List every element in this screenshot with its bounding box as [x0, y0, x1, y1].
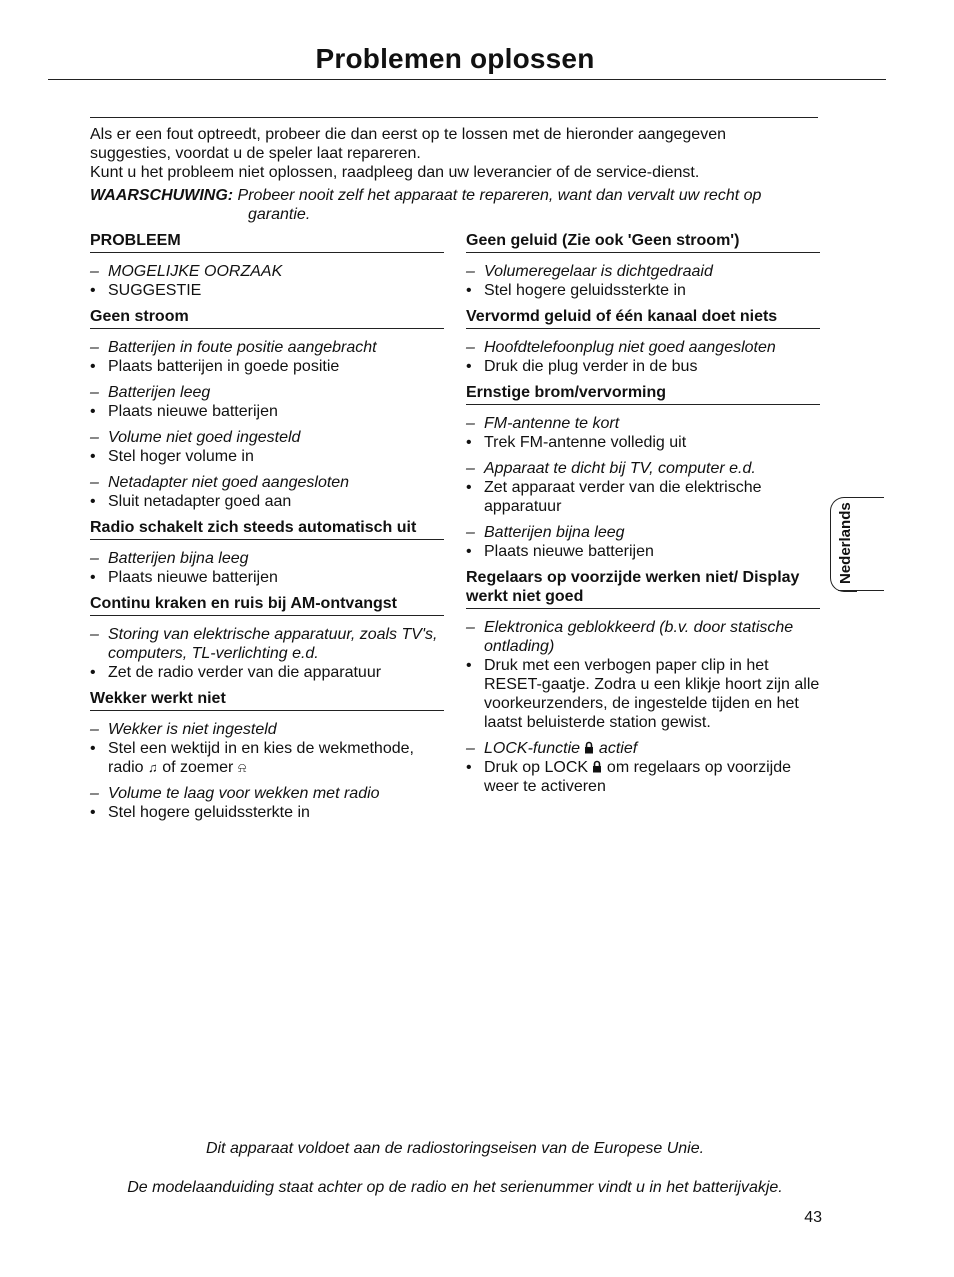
intro-line: Kunt u het probleem niet oplossen, raadpleeg dan uw leverancier of de service-dienst.: [90, 164, 700, 181]
cause-item: [90, 383, 444, 402]
right-column: [466, 231, 820, 803]
problem-pair: [466, 618, 820, 732]
section-heading: Ernstige brom/vervorming: [466, 383, 820, 405]
cause-text: Volumeregelaar is dichtgedraaid: [484, 263, 713, 280]
fix-item: [466, 542, 820, 561]
fix-text: Stel een wektijd in en kies de wekmethode, radio: [108, 740, 414, 776]
fix-item: [90, 739, 444, 777]
cause-item: [466, 618, 820, 656]
fix-item: [90, 568, 444, 587]
cause-text: Volume te laag voor wekken met radio: [108, 785, 380, 802]
cause-text: Batterijen in foute positie aangebracht: [108, 339, 377, 356]
footer-note: Dit apparaat voldoet aan de radiostoringseisen van de Europese Unie.: [205, 1140, 705, 1157]
problem-pair: [466, 338, 820, 376]
cause-text: Batterijen leeg: [108, 384, 211, 401]
tab-line: [856, 497, 884, 498]
dash-marker: –: [466, 619, 475, 636]
cause-text: LOCK-functie: [484, 740, 585, 757]
fix-item: [90, 402, 444, 421]
warning-text: garantie.: [248, 206, 311, 223]
section-brom-vervorming: [466, 383, 820, 561]
dash-marker: –: [90, 550, 99, 567]
fix-item: [466, 656, 820, 732]
bullet-marker: •: [90, 493, 96, 510]
cause-item: [90, 625, 444, 663]
left-column: [90, 231, 444, 829]
section-geen-geluid: [466, 231, 820, 300]
dash-marker: –: [90, 626, 99, 643]
fix-text: Druk die plug verder in de bus: [484, 358, 698, 375]
section-heading: Radio schakelt zich steeds automatisch uit: [90, 518, 444, 540]
cause-item: [466, 523, 820, 542]
problem-pair: [90, 720, 444, 777]
cause-item: [466, 338, 820, 357]
cause-text: Volume niet goed ingesteld: [108, 429, 301, 446]
fix-item: [466, 281, 820, 300]
section-am-ruis: [90, 594, 444, 682]
dash-marker: –: [90, 785, 99, 802]
cause-text: Storing van elektrische apparatuur, zoals TV's, computers, TL-verlichting e.d.: [108, 626, 438, 662]
cause-text: Elektronica geblokkeerd (b.v. door statische ontlading): [484, 619, 794, 655]
section-radio-schakelt-uit: [90, 518, 444, 587]
section-geen-stroom: [90, 307, 444, 511]
dash-marker: –: [466, 740, 475, 757]
fix-item: [466, 478, 820, 516]
cause-item: [90, 473, 444, 492]
bullet-marker: •: [90, 448, 96, 465]
dash-marker: –: [90, 339, 99, 356]
legend-section: [90, 231, 444, 300]
legend-pair: [90, 262, 444, 300]
fix-item: [90, 663, 444, 682]
fix-item: [466, 758, 820, 796]
dash-marker: –: [466, 524, 475, 541]
fix-item: [90, 492, 444, 511]
page-title: Problemen oplossen: [315, 43, 595, 74]
fix-item: [466, 433, 820, 452]
cause-item: [90, 549, 444, 568]
problem-pair: [466, 739, 820, 796]
language-tab-label: Nederlands: [837, 502, 854, 585]
problem-pair: [466, 459, 820, 516]
problem-pair: [90, 784, 444, 822]
cause-text: Wekker is niet ingesteld: [108, 721, 277, 738]
legend-cause-text: MOGELIJKE OORZAAK: [108, 263, 283, 280]
buzzer-alarm-icon: ⍾: [237, 760, 247, 775]
section-heading: Geen geluid (Zie ook 'Geen stroom'): [466, 231, 820, 253]
problem-pair: [90, 473, 444, 511]
legend-fix-text: SUGGESTIE: [108, 282, 202, 299]
bullet-marker: •: [90, 664, 96, 681]
fix-text: Stel hoger volume in: [108, 448, 254, 465]
bullet-marker: •: [466, 358, 472, 375]
fix-text: om regelaars op voorzijde weer te activeren: [484, 759, 792, 795]
problem-pair: [466, 523, 820, 561]
fix-text: Stel hogere geluidssterkte in: [108, 804, 310, 821]
problem-pair: [90, 428, 444, 466]
bullet-marker: •: [90, 358, 96, 375]
section-vervormd-geluid: [466, 307, 820, 376]
cause-item: [90, 720, 444, 739]
dash-marker: –: [466, 339, 475, 356]
dash-marker: –: [90, 474, 99, 491]
section-heading: Wekker werkt niet: [90, 689, 444, 711]
dash-marker: –: [90, 429, 99, 446]
fix-text: Plaats nieuwe batterijen: [108, 403, 278, 420]
fix-text: Druk met een verbogen paper clip in het RESET-gaatje. Zodra u een klikje hoort zijn alle voorkeurzenders, de ingestelde tijden en het laatst beluisterde station gewist.: [484, 657, 820, 731]
radio-alarm-icon: ♫: [148, 760, 158, 775]
fix-text: Stel hogere geluidssterkte in: [484, 282, 686, 299]
section-heading: Continu kraken en ruis bij AM-ontvangst: [90, 594, 444, 616]
bullet-marker: •: [90, 804, 96, 821]
tab-line: [838, 590, 884, 591]
cause-item: [466, 414, 820, 433]
fix-text: Plaats batterijen in goede positie: [108, 358, 340, 375]
fix-item: [90, 357, 444, 376]
fix-text: Trek FM-antenne volledig uit: [484, 434, 687, 451]
cause-text: Hoofdtelefoonplug niet goed aangesloten: [484, 339, 776, 356]
bullet-marker: •: [466, 543, 472, 560]
problem-pair: [90, 338, 444, 376]
fix-text: Plaats nieuwe batterijen: [108, 569, 278, 586]
lock-icon: [584, 741, 594, 754]
cause-text: FM-antenne te kort: [484, 415, 620, 432]
problem-pair: [466, 414, 820, 452]
dash-marker: –: [90, 721, 99, 738]
problem-pair: [90, 383, 444, 421]
section-heading: Regelaars op voorzijde werken niet/ Display werkt niet goed: [466, 568, 820, 609]
legend-fix: [90, 281, 444, 300]
dash-marker: –: [90, 384, 99, 401]
dash-marker: –: [466, 263, 475, 280]
warning-text: Probeer nooit zelf het apparaat te repareren, want dan vervalt uw recht op: [237, 187, 762, 204]
warning-label: WAARSCHUWING:: [90, 187, 234, 204]
problem-pair: [90, 549, 444, 587]
fix-text: Zet de radio verder van die apparatuur: [108, 664, 382, 681]
section-wekker: [90, 689, 444, 822]
bullet-marker: •: [466, 479, 472, 496]
fix-item: [90, 447, 444, 466]
dash-marker: –: [90, 263, 99, 280]
bullet-marker: •: [466, 434, 472, 451]
bullet-marker: •: [90, 282, 96, 299]
cause-text: Batterijen bijna leeg: [108, 550, 249, 567]
fix-text: Druk op LOCK: [484, 759, 593, 776]
bullet-marker: •: [90, 740, 96, 757]
cause-text: Apparaat te dicht bij TV, computer e.d.: [484, 460, 756, 477]
dash-marker: –: [466, 415, 475, 432]
dash-marker: –: [466, 460, 475, 477]
warning: [90, 186, 820, 224]
fix-item: [90, 803, 444, 822]
page-number: 43: [804, 1209, 822, 1226]
section-heading: Vervormd geluid of één kanaal doet niets: [466, 307, 820, 329]
cause-item: [466, 459, 820, 478]
bullet-marker: •: [466, 282, 472, 299]
language-tab: [830, 497, 884, 592]
bullet-marker: •: [90, 403, 96, 420]
cause-text: actief: [594, 740, 638, 757]
cause-item: [90, 428, 444, 447]
fix-text: Zet apparaat verder van die elektrische apparatuur: [484, 479, 762, 515]
bullet-marker: •: [466, 759, 472, 776]
section-heading: Geen stroom: [90, 307, 444, 329]
fix-text: Plaats nieuwe batterijen: [484, 543, 654, 560]
cause-item: [466, 739, 820, 758]
cause-item: [90, 784, 444, 803]
cause-item: [466, 262, 820, 281]
bullet-marker: •: [90, 569, 96, 586]
bullet-marker: •: [466, 657, 472, 674]
intro-rule: [90, 117, 818, 118]
fix-item: [466, 357, 820, 376]
fix-text: Sluit netadapter goed aan: [108, 493, 292, 510]
cause-text: Netadapter niet goed aangesloten: [108, 474, 350, 491]
intro-line: suggesties, voordat u de speler laat repareren.: [90, 145, 421, 162]
fix-text: of zoemer: [157, 759, 238, 776]
lock-icon: [592, 760, 602, 773]
legend-heading: PROBLEEM: [90, 231, 444, 253]
footer-note: De modelaanduiding staat achter op de radio en het serienummer vindt u in het batterijvakje.: [127, 1179, 783, 1196]
intro-text: [90, 125, 820, 182]
intro-line: Als er een fout optreedt, probeer die dan eerst op te lossen met de hieronder aangegeven: [90, 126, 726, 143]
problem-pair: [466, 262, 820, 300]
cause-text: Batterijen bijna leeg: [484, 524, 625, 541]
title-rule: [48, 79, 886, 80]
cause-item: [90, 338, 444, 357]
section-regelaars-display: [466, 568, 820, 796]
legend-cause: [90, 262, 444, 281]
problem-pair: [90, 625, 444, 682]
